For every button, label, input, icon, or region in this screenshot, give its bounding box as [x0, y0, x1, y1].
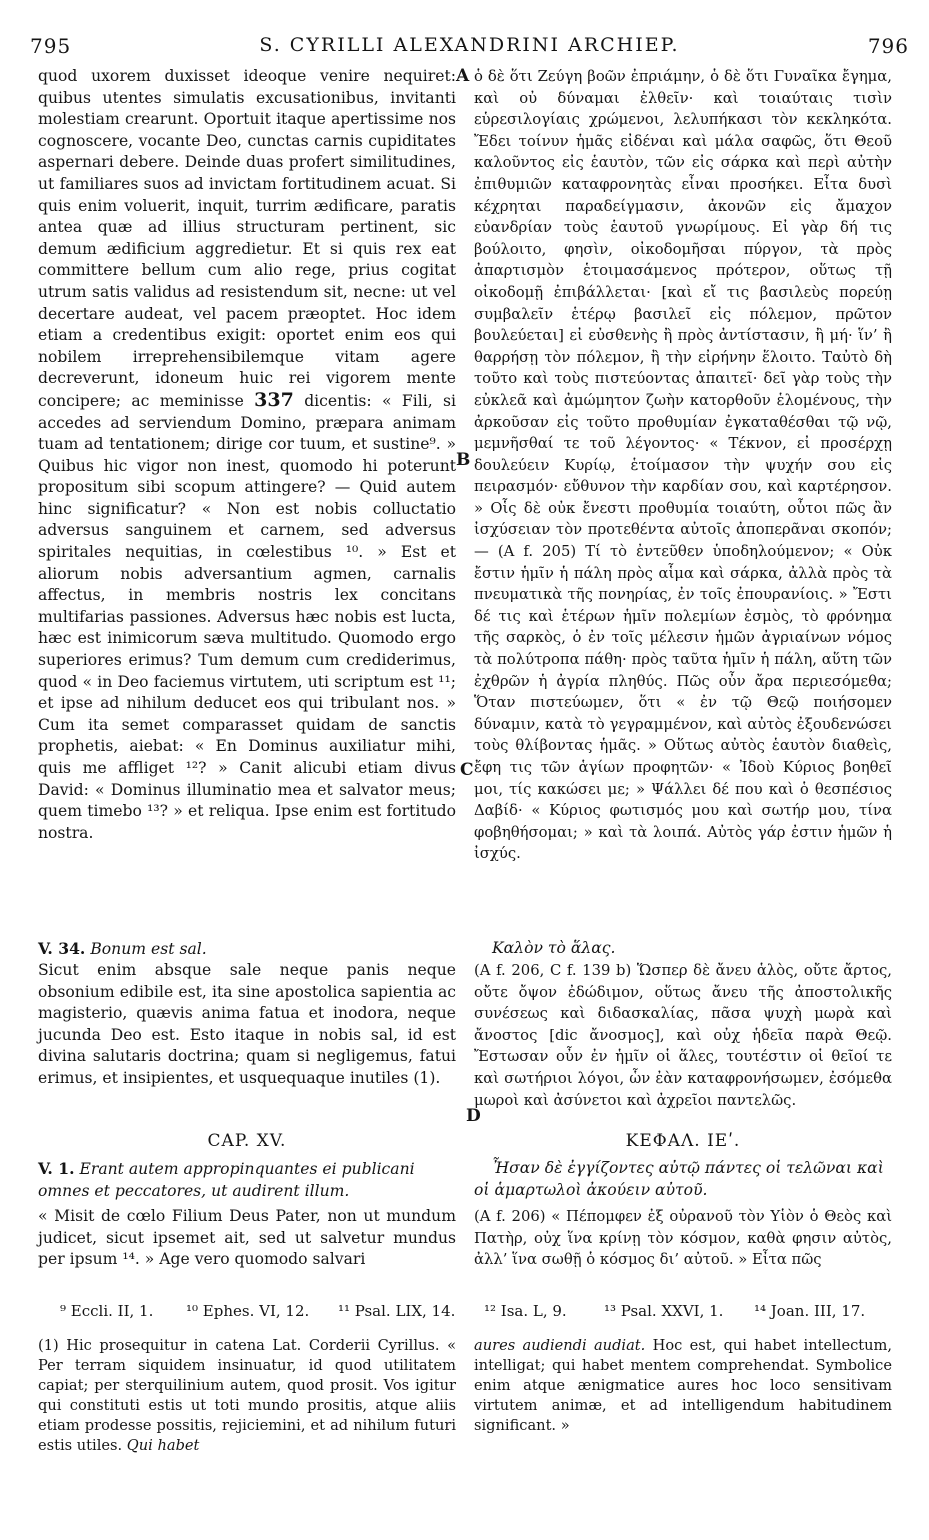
page-number-right: 796 — [867, 34, 909, 58]
reference-item: ¹⁰ Ephes. VI, 12. — [186, 1302, 310, 1320]
greek-lemma-1: Καλὸν τὸ ἅλας. — [492, 939, 616, 957]
margin-marker-a: A — [456, 66, 470, 86]
reference-item: ¹² Isa. L, 9. — [484, 1302, 567, 1320]
page-number-left: 795 — [30, 34, 72, 58]
latin-paragraph-1 — [38, 66, 456, 844]
latin-paragraph-1-text: quod uxorem duxisset ideoque venire nequiret: quibus utentes simulatis excusationibus, invitanti molestiam crearunt. Oportuit itaque apertissime nos cognoscere, vocante Deo, cunctas carnis cupiditates aspernari debere. Deinde duas profert similitudines, ut familiares suos ad invictam fortitudinem acuat. Si quis enim voluerit, inquit, turrim ædificare, paratis antea quæ ad illius structuram pertinent, sic demum ædificium aggredietur. Et si quis rex eat committere bellum cum alio rege, prius cogitat utrum satis validus ad resistendum sit, necne: ut vel decertare audeat, vel pacem præoptet. Hoc idem etiam a credentibus exigit: oportet enim eos qui nobilem irreprehensibilemque vitam agere decreverunt, idoneum huic rei vigorem mente concipere; ac meminisse — [38, 67, 456, 410]
greek-paragraph-1: ὁ δὲ ὅτι Ζεύγη βοῶν ἐπριάμην, ὁ δὲ ὅτι Γυναῖκα ἔγημα, καὶ οὐ δύναμαι ἐλθεῖν· καὶ τοιαύταις τισὶν εὑρεσιλογίαις χρώμενοι, λελυπήκασι τὸν κεκληκότα. Ἔδει τοίνυν ἡμᾶς εἰδέναι καὶ μάλα σαφῶς, ὅτι Θεοῦ καλοῦντος εἰς ἑαυτὸν, τῶν εἰς σάρκα καὶ περὶ αὐτὴν ἐπιθυμιῶν καταφρονητὰς εἶναι προσήκει. Εἶτα δυσὶ κέχρηται παραδείγμασιν, ἀκονῶν εἰς ἄμαχον εὐανδρίαν τοὺς ἑαυτοῦ γνωρίμους. Εἰ γὰρ δή τις βούλοιτο, φησὶν, οἰκοδομῆσαι πύργον, τὰ πρὸς ἀπαρτισμὸν ἑτοιμασάμενος πρότερον, οὕτως τῇ οἰκοδομῇ ἐπιβάλλεται· [καὶ εἴ τις βασιλεὺς πορεύῃ συμβαλεῖν ἑτέρῳ βασιλεῖ εἰς πόλεμον, πρῶτον βουλεύεται] εἰ εὐσθενὴς ἢ πρὸς ἀντίστασιν, ἢ μή· ἵν’ ἢ θαρρήσῃ τὸν πόλεμον, ἢ τὴν εἰρήνην ἕλοιτο. Ταὐτὸ δὴ τοῦτο καὶ τοὺς πιστεύοντας ἀπαιτεῖ· δεῖ γὰρ τοὺς τὴν εὐκλεᾶ καὶ ἀμώμητον ζωὴν κατορθοῦν ἑλομένους, τὴν ἀρκοῦσαν εἰς τοῦτο προθυμίαν ἐγκαταθέσθαι τῷ νῷ, μεμνῆσθαί τε τοῦ λέγοντος· « Τέκνον, εἰ προσέρχῃ δουλεύειν Κυρίῳ, ἑτοίμασον τὴν ψυχήν σου εἰς πειρασμόν· εὔθυνον τὴν καρδίαν σου, καὶ καρτέρησον. » Οἷς δὲ οὐκ ἔνεστι προθυμία τοιαύτη, οὗτοι πῶς ἂν ἰσχύσειαν τὸν προτεθέντα αὐτοῖς ἀποπερᾶναι σκοπόν; — (A f. 205) Τί τὸ ἐντεῦθεν ὑποδηλούμενον; « Οὐκ ἔστιν ἡμῖν ἡ πάλη πρὸς αἷμα καὶ σάρκα, ἀλλὰ πρὸς τὰ πνευματικὰ τῆς πονηρίας, ἐν τοῖς ἐπουρανίοις. » Ἔστι δέ τις καὶ ἑτέρων ἡμῖν πολεμίων ἐσμὸς, τὸ φρόνημα τῆς σαρκὸς, ὁ ἐν τοῖς μέλεσιν ἡμῶν ἀγριαίνων νόμος τὰ πολύτροπα πάθη· πρὸς ταῦτα ἡμῖν ἡ πάλη, αὕτη τῶν ἐχθρῶν ἡ ἀγρία πληθύς. Πῶς οὖν ἄρα περιεσόμεθα; Ὅταν πιστεύωμεν, ὅτι « ἐν τῷ Θεῷ ποιήσομεν δύναμιν, κατὰ τὸ γεγραμμένον, καὶ αὐτὸς ἐξουδενώσει τοὺς θλίβοντας ἡμᾶς. » Οὕτως αὐτὸς ἑαυτὸν διαθεὶς, ἔφη τις τῶν ἁγίων προφητῶν· « Ἰδοὺ Κύριος βοηθεῖ μοι, τίς κακώσει με; » Ψάλλει δέ που καὶ ὁ θεσπέσιος Δαβίδ· « Κύριος φωτισμός μου καὶ σωτήρ μου, τίνα φοβηθήσομαι; » καὶ τὰ λοιπά. Αὐτὸς γάρ ἐστιν ἡμῶν ἡ ἰσχύς. — [474, 68, 892, 863]
footnote-left-tail: Qui habet — [126, 1437, 200, 1454]
greek-paragraph-2: (A f. 206, C f. 139 b) Ὥσπερ δὲ ἄνευ ἁλὸς, οὔτε ἄρτος, οὔτε ὄψον ἐδώδιμον, οὕτως ἄνευ τῆς ἀποστολικῆς συνέσεως καὶ διδασκαλίας, πᾶσα ψυχὴ μωρὰ καὶ ἄνοστος [dic ἄνοσμος], καὶ οὐχ ἡδεῖα παρὰ Θεῷ. Ἔστωσαν οὖν ἐν ἡμῖν οἱ ἅλες, τουτέστιν οἱ θεῖοί τε καὶ σωτήριοι λόγοι, ὧν ἐὰν καταφρονήσωμεν, ἐσόμεθα μωροὶ καὶ ἀσύνετοι καὶ ἀχρεῖοι παντελῶς. — [474, 962, 892, 1109]
margin-marker-c: C — [460, 760, 474, 780]
margin-marker-b: B — [456, 450, 471, 470]
latin-lemma-v1-text: Erant autem appropinquantes ei publicani omnes et peccatores, ut audirent illum. — [38, 1160, 415, 1200]
scripture-references — [38, 1300, 899, 1322]
latin-lemma-v1 — [38, 1158, 456, 1202]
footnote-right-head: aures audiendi audiat. — [474, 1337, 646, 1354]
latin-paragraph-1-cont: dicentis: « Fili, si accedes ad serviendum Domino, præpara animam tuam ad tentationem; dirige cor tuum, et sustine⁹. » Quibus hic vigor non inest, quomodo hi poterunt propositum sibi scopum attingere? — Quid autem hinc significatur? « Non est nobis colluctatio adversus sanguinem et carnem, sed adversus spiritales nequitias, in cœlestibus ¹⁰. » Est et aliorum nobis adversantium agmen, carnalis affectus, in membris nostris lex concitans multifarias passiones. Adversus hæc nobis est lucta, hæc est inimicorum sæva multitudo. Quomodo ergo superiores erimus? Tum demum cum crediderimus, quod « in Deo faciemus virtutem, uti scriptum est ¹¹; et ipse ad nihilum deducet eos qui tribulant nos. » Cum ita semet comparasset quidam de sanctis prophetis, aiebat: « En Dominus auxiliatur mihi, quis me affliget ¹²? » Canit alicubi etiam divus David: « Dominus illuminatio mea et salvator meus; quem timebo ¹³? » et reliqua. Ipse enim est fortitudo nostra. — [38, 391, 456, 842]
column-number: 337 — [254, 388, 294, 411]
reference-item: ¹⁴ Joan. III, 17. — [754, 1302, 866, 1320]
page-header — [30, 30, 909, 64]
greek-lemma-2: Ἦσαν δὲ ἐγγίζοντες αὐτῷ πάντες οἱ τελῶναι καὶ οἱ ἁμαρτωλοὶ ἀκούειν αὐτοῦ. — [474, 1159, 884, 1199]
greek-chapter-heading: ΚΕΦΑΛ. ΙΕʹ. — [625, 1131, 741, 1151]
latin-lemma-v34 — [38, 938, 456, 961]
reference-item: ⁹ Eccli. II, 1. — [60, 1302, 154, 1320]
footnote-left — [38, 1336, 456, 1456]
reference-item: ¹¹ Psal. LIX, 14. — [338, 1302, 456, 1320]
running-title: S. CYRILLI ALEXANDRINI ARCHIEP. — [259, 34, 680, 56]
latin-lemma-v34-label: V. 34. — [38, 939, 86, 958]
latin-paragraph-3: « Misit de cœlo Filium Deus Pater, non ut mundum judicet, sicut ipsemet ait, sed ut salvetur mundus per ipsum ¹⁴. » Age vero quomodo salvari — [38, 1207, 456, 1269]
latin-paragraph-2: Sicut enim absque sale neque panis neque obsonium edibile est, ita sine apostolica sapientia ac magisterio, quævis anima fatua et inodora, neque jucunda Deo est. Esto itaque in nobis sal, id est divina salutaris doctrina; quam si negligemus, fatui erimus, et insipientes, et usquequaque inutiles (1). — [38, 961, 456, 1087]
footnote-right-text: Hoc est, qui habet intellectum, intelligat; qui habet mentem comprehendat. Symbolice enim atque ænigmatice aures hoc loco sensitivam virtutem animæ, et ad intelligendum habitudinem significant. » — [474, 1337, 892, 1434]
footnote-left-text: (1) Hic prosequitur in catena Lat. Corderii Cyrillus. « Per terram siquidem insinuatur, id quod utilitatem capiat; per sterquilinium autem, quod prosit. Vos igitur qui constituti estis ut toti mundo prositis, atque aliis etiam prodesse possitis, rejiciemini, et ad nihilum futuri estis utiles. — [38, 1337, 456, 1454]
latin-lemma-v34-text: Bonum est sal. — [90, 940, 207, 958]
latin-lemma-v1-label: V. 1. — [38, 1159, 75, 1178]
latin-chapter-heading: CAP. XV. — [207, 1131, 287, 1151]
reference-item: ¹³ Psal. XXVI, 1. — [604, 1302, 724, 1320]
greek-paragraph-3: (A f. 206) « Πέπομφεν ἐξ οὐρανοῦ τὸν Υἱὸν ὁ Θεὸς καὶ Πατὴρ, οὐχ ἵνα κρίνῃ τὸν κόσμον, καθὰ φησιν αὐτὸς, ἀλλ’ ἵνα σωθῇ ὁ κόσμος δι’ αὐτοῦ. » Εἶτα πῶς — [474, 1208, 892, 1269]
footnote-right — [474, 1336, 892, 1436]
margin-marker-d: D — [466, 1106, 481, 1126]
